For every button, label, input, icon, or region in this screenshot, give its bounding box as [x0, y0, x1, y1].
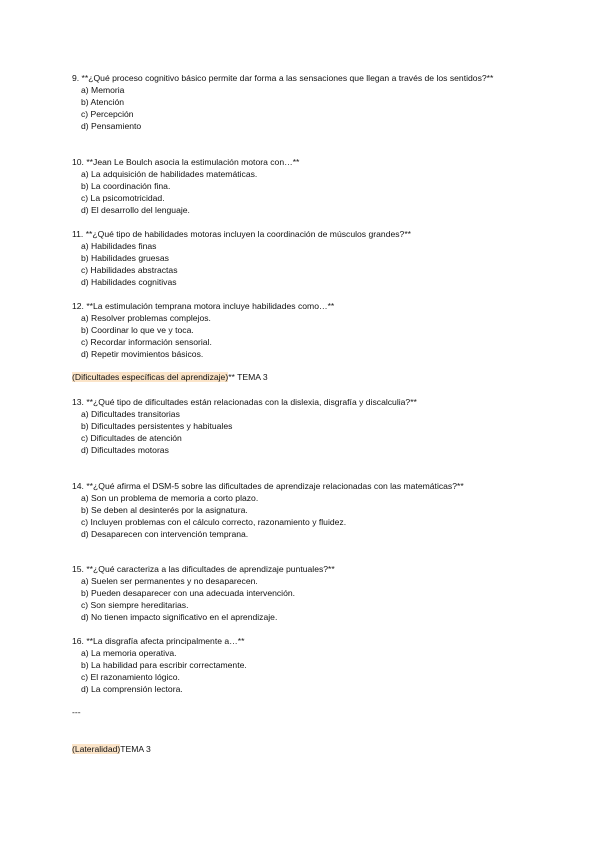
text-divider: --- — [72, 707, 81, 717]
option-d: d) El desarrollo del lenguaje. — [81, 205, 190, 215]
option-c: c) Recordar información sensorial. — [81, 337, 212, 347]
option-c: c) Habilidades abstractas — [81, 265, 178, 275]
question-text: 13. **¿Qué tipo de dificultades están relacionadas con la dislexia, disgrafía y discalculia?** — [72, 397, 417, 407]
option-list — [72, 84, 532, 132]
option-a: a) Suelen ser permanentes y no desaparecen. — [81, 576, 258, 586]
question-15 — [72, 563, 532, 623]
option-c: c) Dificultades de atención — [81, 433, 182, 443]
question-text: 9. **¿Qué proceso cognitivo básico permite dar forma a las sensaciones que llegan a través de los sentidos?** — [72, 73, 494, 83]
option-c: c) Son siempre hereditarias. — [81, 600, 189, 610]
question-11 — [72, 228, 532, 288]
question-14 — [72, 480, 532, 540]
section-highlight: (Lateralidad) — [72, 744, 121, 754]
option-list — [72, 168, 532, 216]
option-list — [72, 312, 532, 360]
option-d: d) Repetir movimientos básicos. — [81, 349, 204, 359]
question-text: 14. **¿Qué afirma el DSM-5 sobre las dificultades de aprendizaje relacionadas con las matemáticas?** — [72, 481, 464, 491]
section-suffix: ** TEMA 3 — [228, 372, 268, 382]
option-a: a) Memoria — [81, 85, 125, 95]
option-b: b) Habilidades gruesas — [81, 253, 169, 263]
option-a: a) Dificultades transitorias — [81, 409, 180, 419]
option-a: a) Habilidades finas — [81, 241, 157, 251]
option-a: a) La adquisición de habilidades matemáticas. — [81, 169, 258, 179]
option-list — [72, 647, 532, 695]
option-b: b) Coordinar lo que ve y toca. — [81, 325, 194, 335]
option-b: b) La habilidad para escribir correctamente. — [81, 660, 247, 670]
option-b: b) Atención — [81, 97, 124, 107]
option-b: b) Dificultades persistentes y habituales — [81, 421, 233, 431]
option-a: a) La memoria operativa. — [81, 648, 177, 658]
question-text: 12. **La estimulación temprana motora incluye habilidades como…** — [72, 301, 335, 311]
section-heading — [72, 371, 268, 383]
question-10 — [72, 156, 532, 216]
section-heading — [72, 743, 151, 755]
section-highlight: (Dificultades específicas del aprendizaje) — [72, 372, 229, 382]
option-list — [72, 575, 532, 623]
option-c: c) Percepción — [81, 109, 134, 119]
question-13 — [72, 396, 532, 456]
option-d: d) Habilidades cognitivas — [81, 277, 177, 287]
option-b: b) La coordinación fina. — [81, 181, 171, 191]
option-list — [72, 240, 532, 288]
option-d: d) Desaparecen con intervención temprana. — [81, 529, 249, 539]
option-d: d) Dificultades motoras — [81, 445, 169, 455]
option-d: d) La comprensión lectora. — [81, 684, 183, 694]
question-text: 11. **¿Qué tipo de habilidades motoras incluyen la coordinación de músculos grandes?** — [72, 229, 412, 239]
option-a: a) Son un problema de memoria a corto plazo. — [81, 493, 259, 503]
question-text: 16. **La disgrafía afecta principalmente a…** — [72, 636, 245, 646]
question-12 — [72, 300, 532, 360]
option-c: c) Incluyen problemas con el cálculo correcto, razonamiento y fluidez. — [81, 517, 347, 527]
question-text: 15. **¿Qué caracteriza a las dificultades de aprendizaje puntuales?** — [72, 564, 335, 574]
option-list — [72, 492, 532, 540]
option-a: a) Resolver problemas complejos. — [81, 313, 211, 323]
option-c: c) La psicomotricidad. — [81, 193, 165, 203]
option-b: b) Se deben al desinterés por la asignatura. — [81, 505, 248, 515]
option-list — [72, 408, 532, 456]
option-d: d) No tienen impacto significativo en el aprendizaje. — [81, 612, 278, 622]
option-b: b) Pueden desaparecer con una adecuada intervención. — [81, 588, 296, 598]
question-16 — [72, 635, 532, 695]
question-9 — [72, 72, 532, 132]
option-d: d) Pensamiento — [81, 121, 142, 131]
section-suffix: TEMA 3 — [120, 744, 151, 754]
question-text: 10. **Jean Le Boulch asocia la estimulación motora con…** — [72, 157, 300, 167]
option-c: c) El razonamiento lógico. — [81, 672, 180, 682]
